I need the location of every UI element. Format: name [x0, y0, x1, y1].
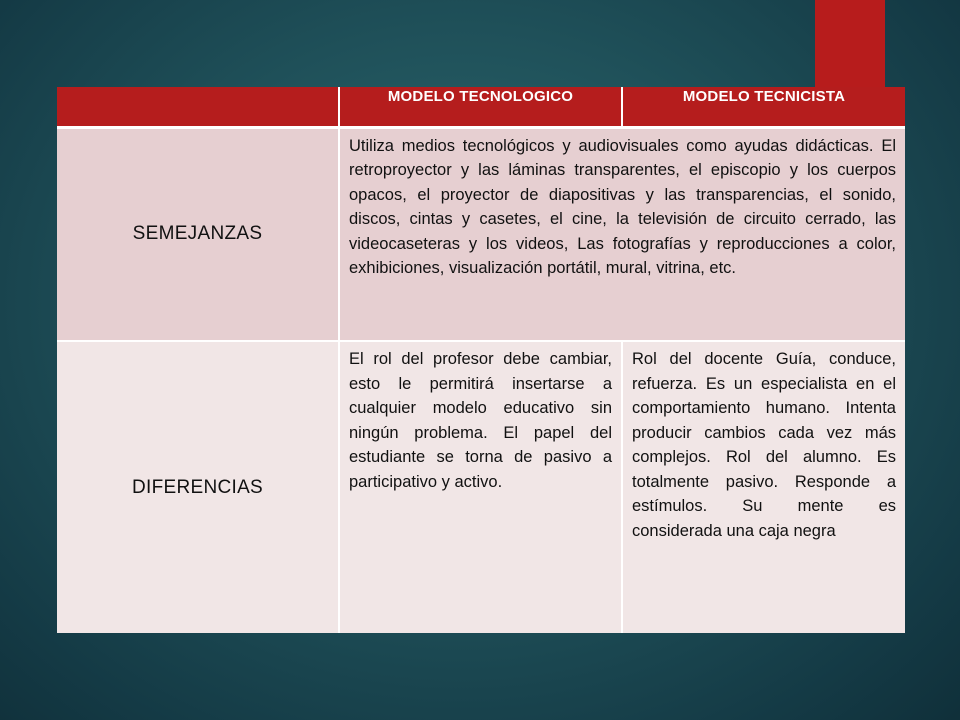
diferencias-tecnicista-text: Rol del docente Guía, conduce, refuerza. Es un especialista en el comportamiento humano. Intenta producir cambios cada vez más complejos. Rol del alumno. Es totalmente pasivo. Responde a estímulos. Su mente es considerada una caja negra: [622, 341, 905, 633]
diferencias-tecnologico-text: El rol del profesor debe cambiar, esto le permitirá insertarse a cualquier modelo educativo sin ningún problema. El papel del estudiante se torna de pasivo a participativo y activo.: [339, 341, 622, 633]
table-row-semejanzas: [57, 127, 905, 341]
table-row-diferencias: [57, 341, 905, 633]
row-label-semejanzas: SEMEJANZAS: [57, 127, 339, 341]
red-accent-bar: [815, 0, 885, 90]
comparison-table: [57, 87, 905, 633]
header-modelo-tecnologico: MODELO TECNOLOGICO: [339, 87, 622, 127]
header-modelo-tecnicista: MODELO TECNICISTA: [622, 87, 905, 127]
table-header-row: [57, 87, 905, 127]
header-empty-cell: [57, 87, 339, 127]
row-label-diferencias: DIFERENCIAS: [57, 341, 339, 633]
semejanzas-text: Utiliza medios tecnológicos y audiovisuales como ayudas didácticas. El retroproyector y las láminas transparentes, el episcopio y los cuerpos opacos, el proyector de diapositivas y las transparencias, el sonido, discos, cintas y casetes, el cine, la televisión de circuito cerrado, las videocaseteras y los videos, Las fotografías y reproducciones a color, exhibiciones, visualización portátil, mural, vitrina, etc.: [339, 127, 905, 341]
